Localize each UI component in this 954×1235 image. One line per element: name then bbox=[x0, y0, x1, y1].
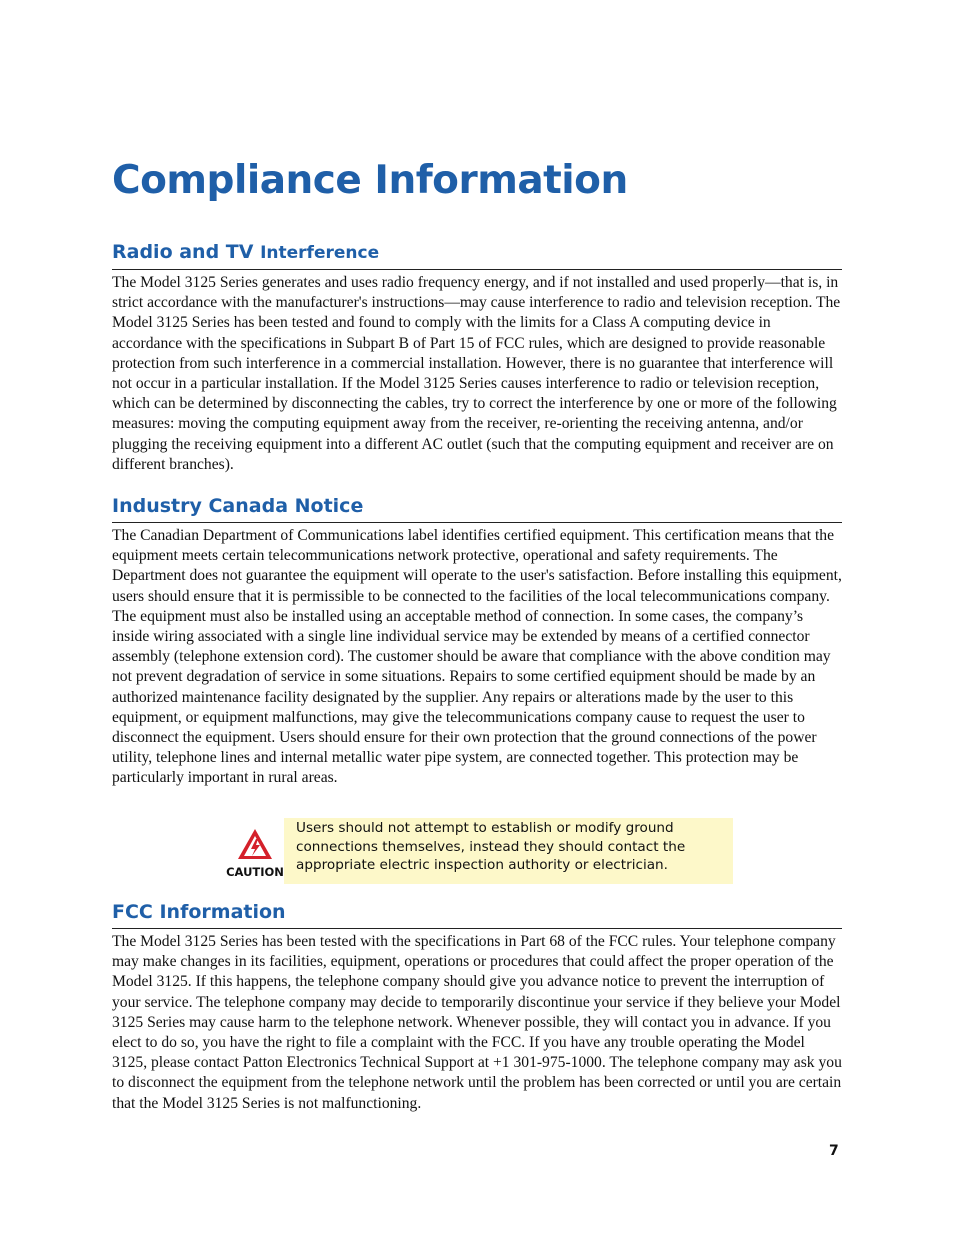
section-heading-small: Interference bbox=[260, 243, 380, 263]
section-fcc-information bbox=[112, 899, 842, 1114]
section-heading bbox=[112, 493, 842, 523]
page-number: 7 bbox=[829, 1143, 839, 1159]
section-body: The Canadian Department of Communications label identifies certified equipment. This certification means that the equipment meets certain telecommunications network protective, operational and safety requirements. The Department does not guarantee the equipment will operate to the user's satisfaction. Before installing this equipment, users should ensure that it is permissible to be connected to the facilities of the local telecommunications company. The equipment must also be installed using an acceptable method of connection. In some cases, the company’s inside wiring associated with a single line individual service may be extended by means of a certified connector assembly (telephone extension cord). The customer should be aware that compliance with the above condition may not prevent degradation of service in some situations. Repairs to some certified equipment should be made by an authorized maintenance facility designated by the supplier. Any repairs or alterations made by the user to this equipment, or equipment malfunctions, may give the telecommunications company cause to request the user to disconnect the equipment. Users should ensure for their own protection that the ground connections of the power utility, telephone lines and internal metallic water pipe system, are connected together. This protection may be particularly important in rural areas. bbox=[112, 527, 842, 787]
section-body: The Model 3125 Series has been tested with the specifications in Part 68 of the FCC rules. Your telephone company may make changes in its facilities, equipment, operations or procedures that could affect the proper operation of the Model 3125. If this happens, the telephone company should give you advance notice to prevent the interruption of your service. The telephone company may decide to temporarily discontinue your service if they believe your Model 3125 Series may cause harm to the telephone network. Whenever possible, they will contact you in advance. If you elect to do so, you have the right to file a complaint with the FCC. If you have any trouble operating the Model 3125, please contact Patton Electronics Technical Support at +1 301-975-1000. The telephone company may ask you to disconnect the equipment from the telephone network until the problem has been corrected or until you are certain that the Model 3125 Series is not malfunctioning. bbox=[112, 933, 842, 1112]
caution-callout bbox=[226, 818, 850, 886]
page-title: Compliance Information bbox=[112, 158, 628, 203]
section-body: The Model 3125 Series generates and uses radio frequency energy, and if not installed and used properly—that is, in strict accordance with the manufacturer's instructions—may cause interference to radio and television reception. The Model 3125 Series has been tested and found to comply with the limits for a Class A computing device in accordance with the specifications in Subpart B of Part 15 of FCC rules, which are designed to provide reasonable protection from such interference in a commercial installation. However, there is no guarantee that interference will not occur in a particular installation. If the Model 3125 Series causes interference to radio or television reception, which can be determined by disconnecting the cables, try to correct the interference by one or more of the following measures: moving the computing equipment away from the receiver, re-orienting the receiving antenna, and/or plugging the receiving equipment into a different AC outlet (such that the computing equipment and receiver are on different branches). bbox=[112, 274, 841, 473]
caution-shock-icon bbox=[226, 826, 284, 879]
section-heading bbox=[112, 239, 842, 270]
section-industry-canada-notice bbox=[112, 493, 842, 789]
caution-text-box bbox=[284, 818, 733, 884]
section-radio-tv-interference bbox=[112, 239, 842, 475]
section-heading bbox=[112, 899, 842, 929]
caution-icon-label: CAUTION bbox=[226, 865, 284, 879]
caution-text: Users should not attempt to establish or modify ground connections themselves, instead they should contact the appropriate electric inspection authority or electrician. bbox=[296, 820, 686, 873]
section-heading-main: Industry Canada Notice bbox=[112, 495, 364, 517]
section-heading-main: Radio and TV bbox=[112, 241, 254, 263]
section-heading-main: FCC Information bbox=[112, 901, 286, 923]
